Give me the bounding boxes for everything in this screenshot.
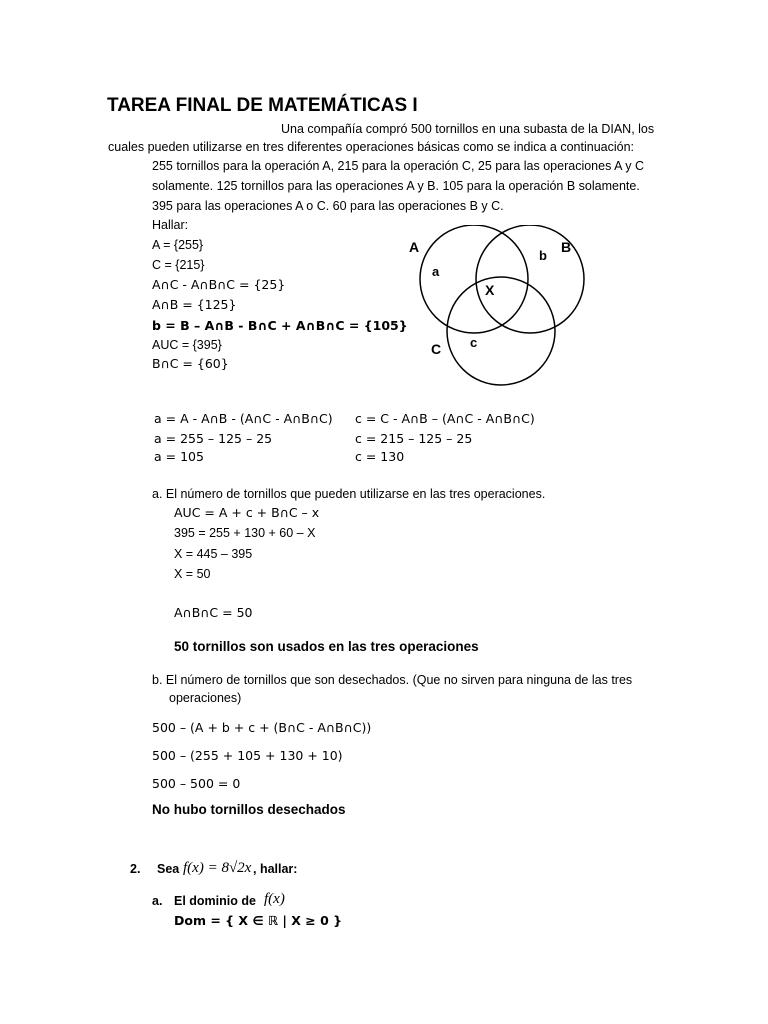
part-b-result: 500 – 500 = 0 [152, 776, 241, 791]
part-b-formula: 500 – (A + b + c + (B∩C - A∩B∩C)) [152, 720, 372, 735]
venn-region-x: X [485, 282, 495, 298]
hallar-item: C = {215} [152, 258, 205, 272]
intro-line-4: solamente. 125 tornillos para las operaciones A y B. 105 para la operación B solamente. [152, 179, 640, 193]
venn-label-a: A [409, 239, 420, 255]
calc-a-line: a = A - A∩B - (A∩C - A∩B∩C) [154, 411, 333, 426]
intro-line-1: Una compañía compró 500 tornillos en una subasta de la DIAN, los [281, 122, 655, 136]
part-a-step: X = 50 [174, 567, 211, 581]
hallar-item: A∩B = {125} [152, 297, 237, 312]
part-b-answer: No hubo tornillos desechados [152, 802, 346, 817]
question-2-number: 2. [130, 862, 141, 876]
question-2-sea: Sea [157, 862, 180, 876]
venn-circle-a [420, 225, 528, 333]
part-a-intersection: A∩B∩C = 50 [174, 605, 253, 620]
question-2-sub-a-function: f(x) [264, 891, 285, 907]
venn-circle-c [447, 277, 555, 385]
question-2-function: f(x) = 8√2x [183, 860, 252, 876]
calc-c-line: c = 130 [355, 449, 405, 464]
question-2-hallar: , hallar: [253, 862, 298, 876]
question-2-sub-a-text: El dominio de [174, 894, 256, 908]
part-a-step: 395 = 255 + 130 + 60 – X [174, 526, 316, 540]
venn-region-a: a [432, 264, 440, 279]
page-title: TAREA FINAL DE MATEMÁTICAS I [107, 95, 418, 116]
part-a-step: X = 445 – 395 [174, 547, 253, 561]
venn-region-b: b [539, 248, 547, 263]
calc-c-line: c = C - A∩B – (A∩C - A∩B∩C) [355, 411, 535, 426]
calc-a-line: a = 255 – 125 – 25 [154, 431, 273, 446]
venn-region-c: c [470, 335, 478, 350]
intro-line-5: 395 para las operaciones A o C. 60 para las operaciones B y C. [152, 199, 504, 213]
hallar-item: AUC = {395} [152, 338, 222, 352]
part-b-question-line-1: b. El número de tornillos que son desechados. (Que no sirven para ninguna de las tres [152, 673, 633, 687]
hallar-item: B∩C = {60} [152, 356, 229, 371]
part-b-question-line-2: operaciones) [169, 691, 242, 705]
intro-line-3: 255 tornillos para la operación A, 215 para la operación C, 25 para las operaciones A y C [152, 159, 644, 173]
part-a-answer: 50 tornillos son usados en las tres operaciones [174, 639, 479, 654]
hallar-label: Hallar: [152, 218, 189, 232]
part-a-question: a. El número de tornillos que pueden utilizarse en las tres operaciones. [152, 487, 546, 501]
venn-diagram [395, 225, 585, 390]
venn-label-b: B [561, 239, 572, 255]
question-2-sub-a-letter: a. [152, 894, 163, 908]
venn-label-c: C [431, 341, 442, 357]
calc-c-line: c = 215 – 125 – 25 [355, 431, 473, 446]
hallar-item: A∩C - A∩B∩C = {25} [152, 277, 286, 292]
part-b-substitution: 500 – (255 + 105 + 130 + 10) [152, 748, 343, 763]
intro-line-2: cuales pueden utilizarse en tres diferentes operaciones básicas como se indica a continuación: [108, 140, 635, 154]
hallar-item: b = B – A∩B - B∩C + A∩B∩C = {105} [152, 318, 408, 333]
calc-a-line: a = 105 [154, 449, 204, 464]
hallar-item: A = {255} [152, 238, 204, 252]
domain-statement: Dom = { X ∈ ℝ | X ≥ 0 } [174, 913, 343, 928]
part-a-step: AUC = A + c + B∩C – x [174, 505, 320, 520]
